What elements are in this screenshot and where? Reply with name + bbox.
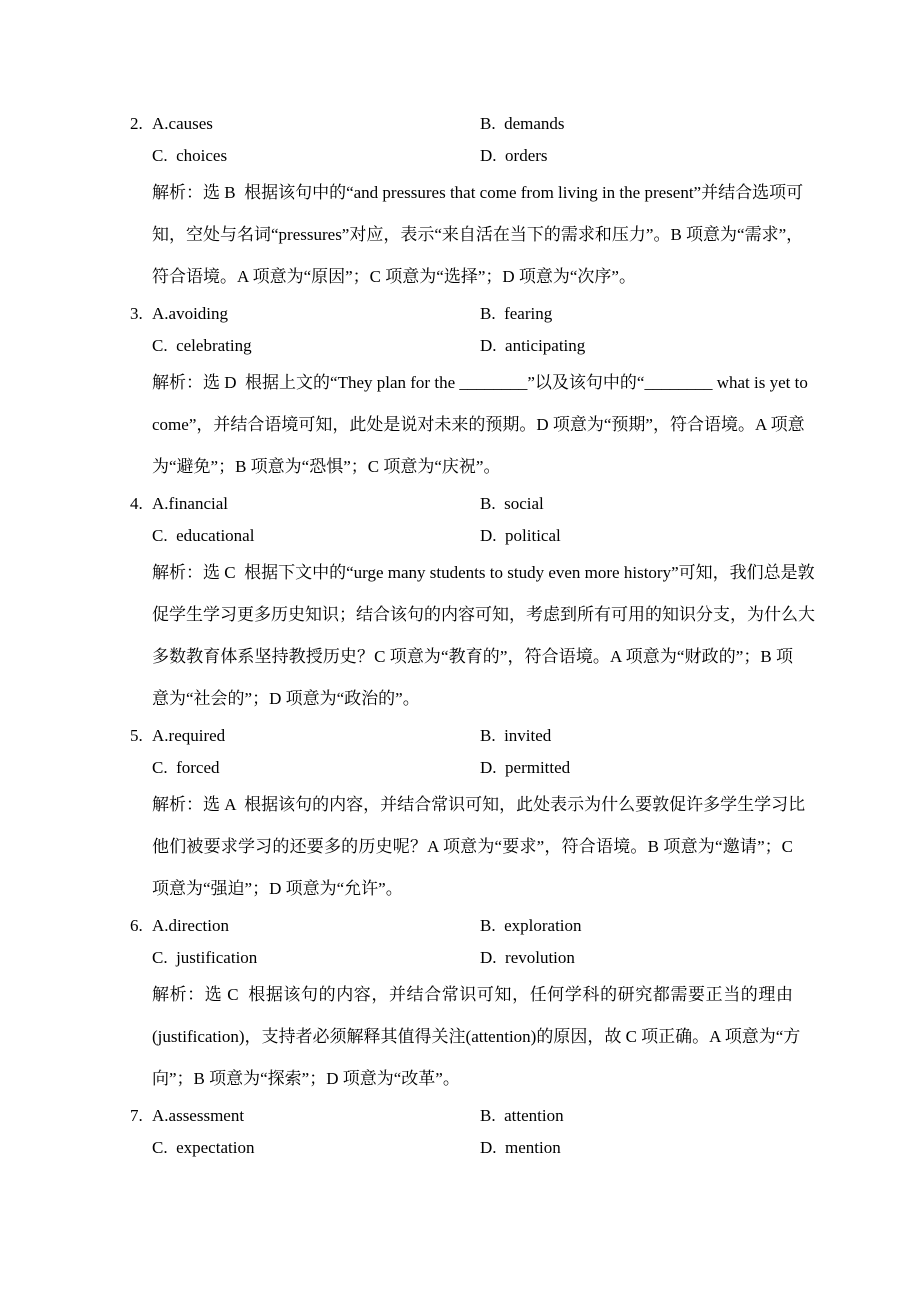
option-b: B. social [480,494,544,513]
option-row-cd [130,330,793,362]
explanation-line: come”，并结合语境可知，此处是说对未来的预期。D 项意为“预期”，符合语境。A 项意 [152,415,805,434]
option-row-ab [130,720,793,752]
option-a: A.direction [152,916,229,935]
question-4 [130,488,815,720]
option-a: A.causes [152,114,213,133]
question-number: 5. [130,726,143,745]
explanation-line: 解析：选 A 根据该句的内容，并结合常识可知，此处表示为什么要敦促许多学生学习比 [152,795,806,814]
explanation-line: 解析：选 C 根据该句的内容，并结合常识可知，任何学科的研究都需要正当的理由 [152,985,793,1004]
option-row-ab [130,1100,793,1132]
question-number: 2. [130,114,143,133]
option-d: D. orders [480,146,548,165]
explanation [152,172,804,298]
explanation [152,974,801,1100]
option-c: C. expectation [152,1138,255,1157]
explanation-line: 促学生学习更多历史知识；结合该句的内容可知，考虑到所有可用的知识分支，为什么大 [152,605,815,624]
question-number: 7. [130,1106,143,1125]
option-row-cd [130,752,793,784]
option-a: A.required [152,726,226,745]
option-b: B. exploration [480,916,582,935]
option-c: C. educational [152,526,255,545]
option-c: C. forced [152,758,220,777]
explanation-line: 知，空处与名词“pressures”对应，表示“来自活在当下的需求和压力”。B 项意为“需求”， [152,225,804,244]
question-6 [130,910,801,1100]
option-row-cd [130,520,793,552]
explanation-line: 为“避免”；B 项意为“恐惧”；C 项意为“庆祝”。 [152,457,501,476]
option-c: C. celebrating [152,336,252,355]
option-c: C. justification [152,948,258,967]
option-a: A.avoiding [152,304,229,323]
explanation [152,362,808,488]
question-3 [130,298,808,488]
option-row-ab [130,488,793,520]
explanation [152,552,815,720]
question-number: 4. [130,494,143,513]
question-5 [130,720,806,910]
option-d: D. mention [480,1138,561,1157]
question-2 [130,108,804,298]
explanation-line: 符合语境。A 项意为“原因”；C 项意为“选择”；D 项意为“次序”。 [152,267,636,286]
explanation-line: (justification)，支持者必须解释其值得关注(attention)的原因，故 C 项正确。A 项意为“方 [152,1027,801,1046]
question-7 [130,1100,793,1164]
option-d: D. revolution [480,948,575,967]
option-a: A.assessment [152,1106,245,1125]
explanation-line: 解析：选 C 根据下文中的“urge many students to study even more history”可知，我们总是敦 [152,563,815,582]
question-number: 6. [130,916,143,935]
explanation [152,784,806,910]
option-d: D. political [480,526,561,545]
option-d: D. permitted [480,758,571,777]
question-number: 3. [130,304,143,323]
option-row-cd [130,942,793,974]
option-c: C. choices [152,146,228,165]
option-d: D. anticipating [480,336,586,355]
option-row-cd [130,1132,793,1164]
option-b: B. fearing [480,304,553,323]
option-row-cd [130,140,793,172]
option-b: B. invited [480,726,552,745]
explanation-line: 他们被要求学习的还要多的历史呢？A 项意为“要求”，符合语境。B 项意为“邀请”；C [152,837,793,856]
explanation-line: 解析：选 B 根据该句中的“and pressures that come from living in the present”并结合选项可 [152,183,804,202]
option-b: B. attention [480,1106,564,1125]
option-row-ab [130,910,793,942]
option-row-ab [130,108,793,140]
explanation-line: 项意为“强迫”；D 项意为“允许”。 [152,879,403,898]
option-row-ab [130,298,793,330]
option-a: A.financial [152,494,228,513]
explanation-line: 解析：选 D 根据上文的“They plan for the ________”以及该句中的“________ what is yet to [152,373,808,392]
option-b: B. demands [480,114,565,133]
explanation-line: 多数教育体系坚持教授历史？C 项意为“教育的”，符合语境。A 项意为“财政的”；B 项 [152,647,793,666]
explanation-line: 意为“社会的”；D 项意为“政治的”。 [152,689,420,708]
explanation-line: 向”；B 项意为“探索”；D 项意为“改革”。 [152,1069,460,1088]
